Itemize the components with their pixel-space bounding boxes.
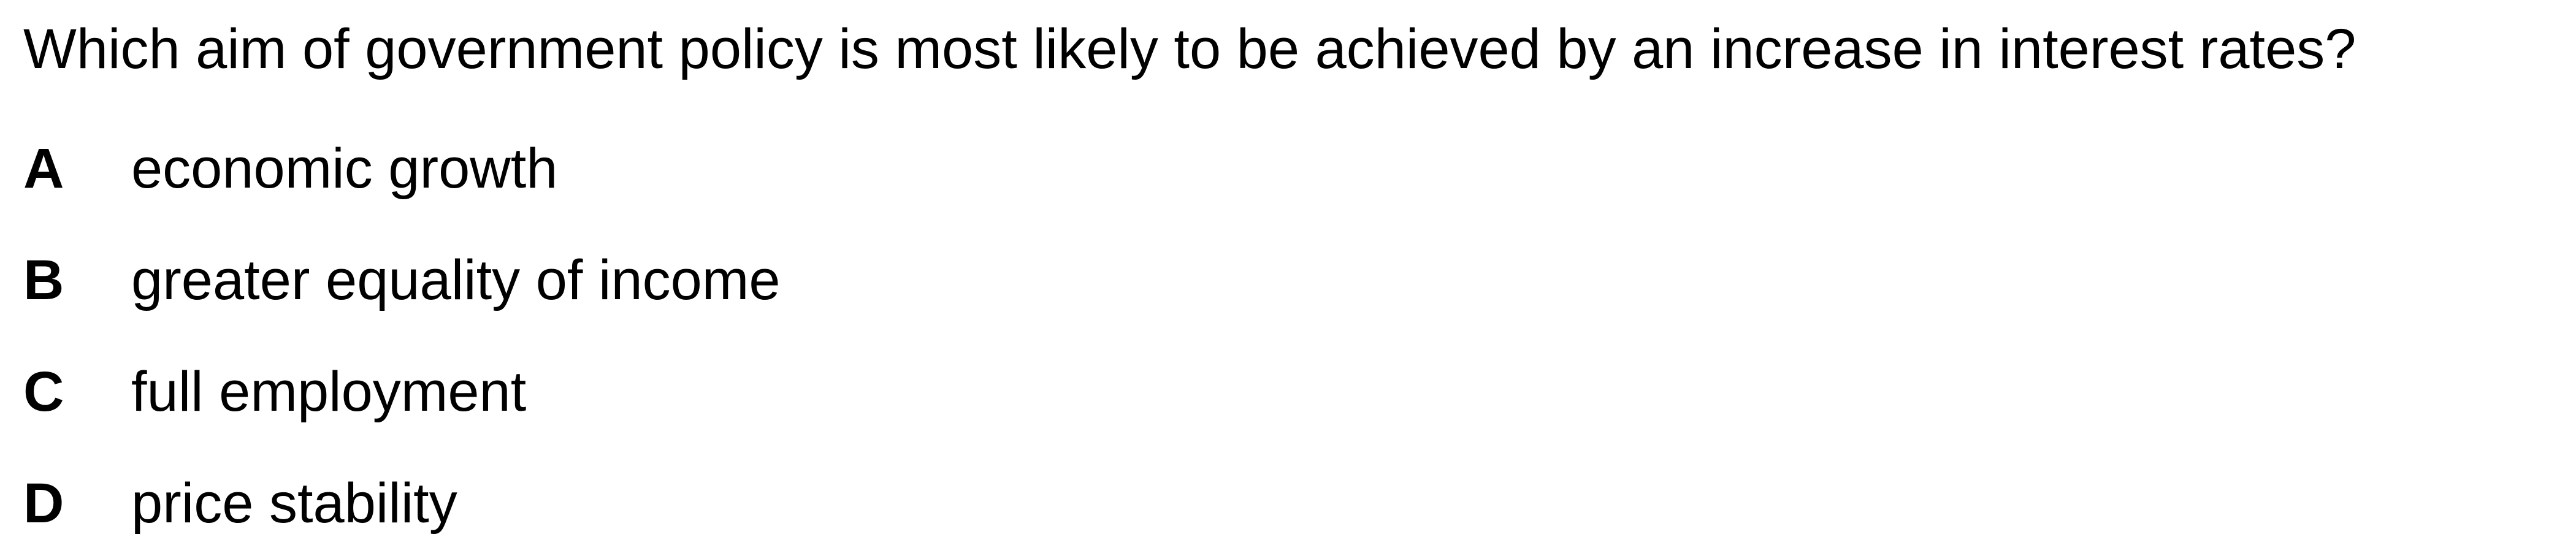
option-c (23, 355, 526, 429)
option-text: economic growth (131, 137, 558, 200)
option-text: price stability (131, 472, 457, 535)
option-letter: A (23, 137, 64, 200)
option-text: full employment (131, 360, 527, 423)
option-b (23, 243, 781, 317)
question-text: Which aim of government policy is most likely to be achieved by an increase in interest rates? (23, 18, 2356, 80)
option-letter: D (23, 472, 64, 535)
option-d (23, 467, 457, 540)
option-letter: B (23, 249, 64, 311)
option-text: greater equality of income (131, 249, 781, 311)
option-a (23, 132, 557, 205)
option-letter: C (23, 360, 64, 423)
